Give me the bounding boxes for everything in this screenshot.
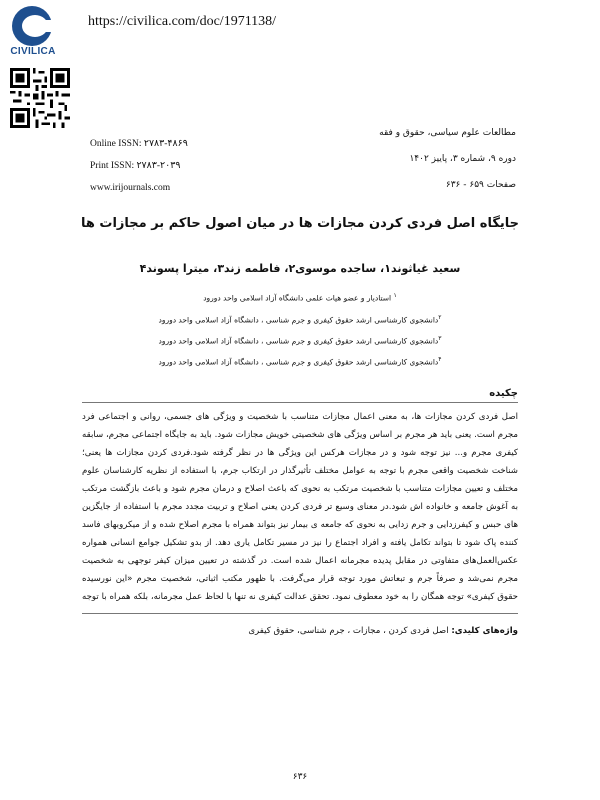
affiliation-4: $^۴$دانشجوی کارشناسی ارشد حقوق کیفری و جرم شناسی ، دانشگاه آزاد اسلامی واحد دورود [158,356,442,367]
journal-issue: دوره ۹، شماره ۳، پاییز ۱۴۰۲ [409,154,516,164]
print-issn: Print ISSN: ۲۷۸۳-۲۰۳۹ [90,161,181,171]
affiliation-1: $^۱$ استادیار و عضو هیات علمی دانشگاه آزاد اسلامی واحد دورود [203,292,397,303]
keywords [82,626,518,636]
journal-name: مطالعات علوم سیاسی، حقوق و فقه [379,128,516,138]
online-issn: Online ISSN: ۲۷۸۳-۴۸۶۹ [90,139,188,149]
abstract-text: اصل فردی کردن مجازات ها، به معنی اعمال مجازات متناسب با شخصیت و ویژگی های جسمی، روانی و اجتماعی فرد مجرم است. یعنی باید هر مجرم بر اساس ویژگی های شخصیتی خویش مجازات شود. باید به جایگاه اجتماعی مجرم، سابقه کیفری مجرم و... نیز توجه شود و در مجازات هرکس این ویژگی ها در نظر گرفته شود.فردی کردن مجازات ها یعنی؛ شناخت شخصیت واقعی مجرم با توجه به عوامل مختلف تأثیرگذار در ارتکاب جرم، با استفاده از نظریه کارشناسان علوم مختلف و تعیین مجازات متناسب با شخصیت مرتکب به نحوی که باعث اصلاح و درمان مجرم شود و باعث بازگشت مرتکب به آغوش جامعه و خانواده اش شود.در معنای وسیع تر فردی کردن یعنی اصلاح و تربیت مجدد مجرم با استفاده از جایگزین های حبس و کیفرزدایی و جرم زدایی به نحوی که جامعه ی بیمار نیز بتواند همراه با مجرم اصلاح شده و از میکروبهای فاسد کننده پاک شود تا بتواند تکامل یافته و افراد اجتماع را نیز در مسیر تکامل یاری دهد. از بدو تشکیل جوامع انسانی همواره عکس‌العمل‌های متفاوتی در مقابل پدیده مجرمانه اعمال شده است. در گذشته در تعیین میزان کیفر توجهی به شخصیت مجرم نمی‌شد و صرفاً جرم و تبعاتش مورد توجه قرار می‌گرفت. با ظهور مکتب اثباتی، شخصیت مجرم «این نورسیده حقوق کیفری» توجه همگان را به خود معطوف نمود. تحقق عدالت کیفری نه تنها با لحاظ عمل مجرمانه، بلکه همراه با توجه [82,412,518,602]
paper-authors: سعید غیاثوند۱، ساجده موسوی۲، فاطمه زند۳، میترا پسوند۴ [139,262,461,275]
paper-title: جایگاه اصل فردی کردن مجازات ها در میان اصول حاکم بر مجازات ها [80,216,520,231]
keywords-text: اصل فردی کردن ، مجازات ، جرم شناسی، حقوق کیفری [248,626,449,636]
qr-code-icon [10,68,70,128]
abstract-bottom-divider [82,613,518,614]
abstract-heading: چکیده [489,388,518,399]
affiliation-2: $^۲$دانشجوی کارشناسی ارشد حقوق کیفری و جرم شناسی ، دانشگاه آزاد اسلامی واحد دورود [158,314,442,325]
civilica-logo-icon [12,6,52,46]
affiliation-3: $^۳$دانشجوی کارشناسی ارشد حقوق کیفری و جرم شناسی ، دانشگاه آزاد اسلامی واحد دورود [158,335,442,346]
keywords-label: واژه‌های کلیدی: [451,626,518,636]
civilica-logo-text: CIVILICA [10,46,56,57]
document-url[interactable]: https://civilica.com/doc/1971138/ [88,14,277,29]
journal-pages: صفحات ۶۵۹ - ۶۳۶ [445,180,516,190]
journal-website[interactable]: www.irijournals.com [90,183,171,193]
page-number: ۶۳۶ [292,772,308,782]
civilica-logo[interactable] [5,6,59,58]
abstract-top-divider [82,402,518,403]
